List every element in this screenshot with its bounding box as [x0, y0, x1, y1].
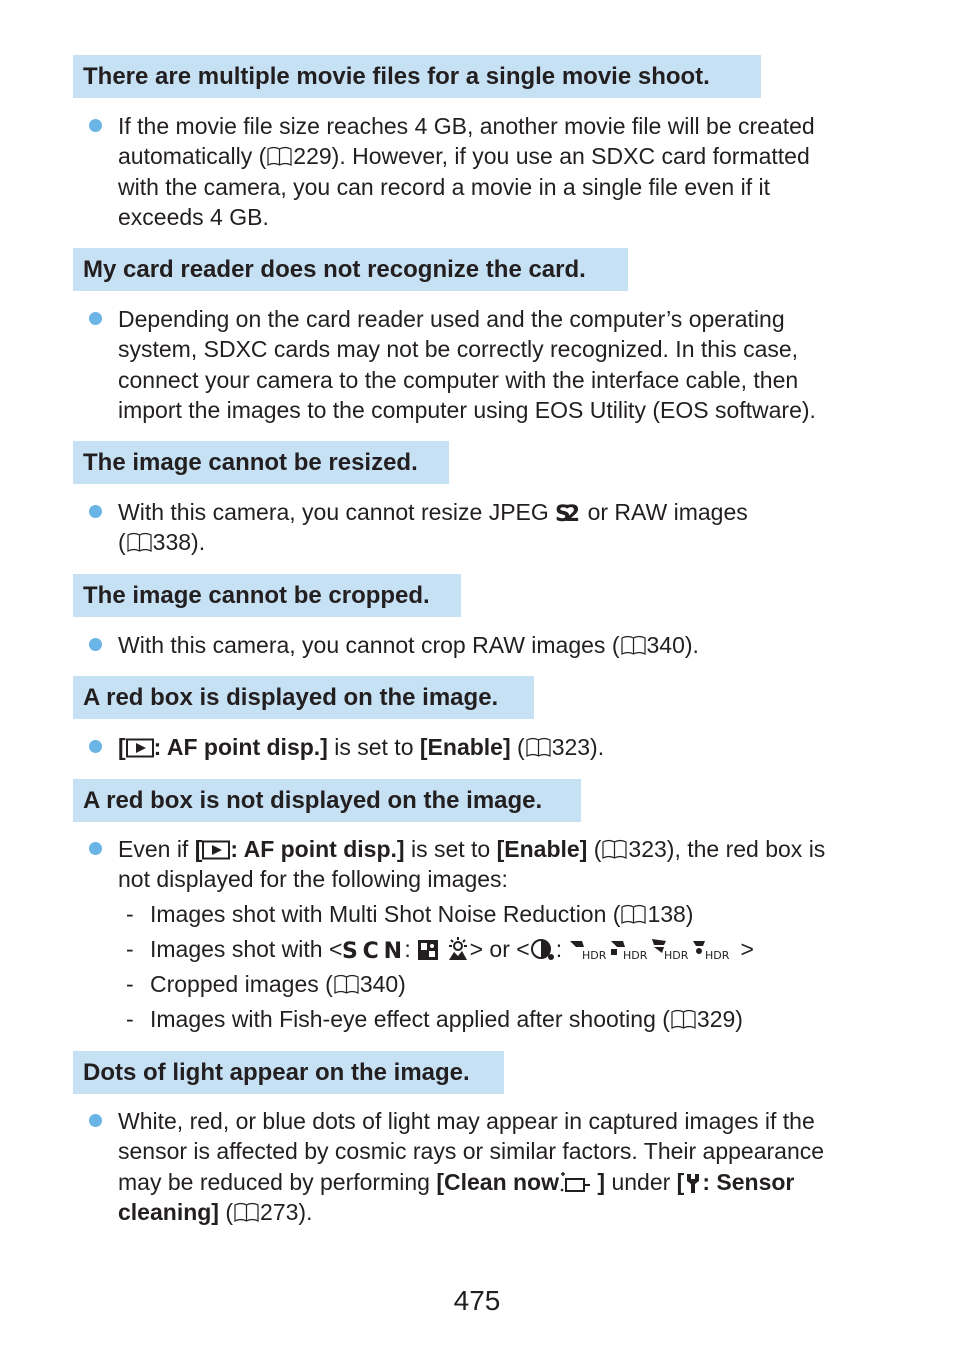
hdr-backlight-control-icon	[446, 937, 470, 961]
bullet-icon	[89, 119, 102, 132]
bullet-icon	[89, 842, 102, 855]
paragraph-card-reader: Depending on the card reader used and the computer’s operating system, SDXC cards may not be correctly recognized. In this case, connect your camera to the computer with the interface cable, then import the images to the computer using EOS Utility (EOS software).	[118, 306, 816, 424]
section-heading-multiple-files: There are multiple movie files for a single movie shoot.	[73, 55, 761, 98]
sub-item-cropped: - Cropped images ( 340)	[126, 971, 406, 997]
svg-text:HDR: HDR	[705, 949, 730, 961]
scn-mode-icon	[342, 937, 404, 961]
section-heading-dots-of-light: Dots of light appear on the image.	[73, 1051, 504, 1094]
paragraph-red-box-displayed: [ : AF point disp.] is set to [Enable] ( 323).	[118, 734, 605, 760]
bullet-icon	[89, 505, 102, 518]
svg-text:HDR: HDR	[664, 949, 689, 961]
paragraph-crop: With this camera, you cannot crop RAW images ( 340).	[118, 632, 699, 658]
playback-tab-icon	[126, 738, 154, 758]
book-reference-icon	[126, 532, 153, 553]
sub-item-fish-eye: - Images with Fish-eye effect applied after shooting ( 329)	[126, 1006, 743, 1032]
book-reference-icon	[670, 1009, 697, 1030]
book-reference-icon	[620, 635, 647, 656]
book-reference-icon	[233, 1202, 260, 1223]
handheld-night-scene-icon	[417, 939, 439, 961]
paragraph-red-box-not-displayed: Even if [ : AF point disp.] is set to [Enable] ( 323), the red box is not displayed for the following images:	[118, 836, 826, 893]
section-heading-red-box-not-displayed: A red box is not displayed on the image.	[73, 779, 581, 822]
svg-text:SCN: SCN	[342, 939, 403, 961]
s2-size-icon	[555, 500, 581, 524]
section-heading-resize: The image cannot be resized.	[73, 441, 449, 484]
svg-text:HDR: HDR	[582, 949, 607, 961]
bullet-icon	[89, 740, 102, 753]
paragraph-resize: With this camera, you cannot resize JPEG S2 or RAW images ( 338).	[118, 499, 748, 556]
section-heading-crop: The image cannot be cropped.	[73, 574, 461, 617]
setup-wrench-icon	[684, 1172, 702, 1194]
book-reference-icon	[620, 904, 647, 925]
sub-item-multi-shot-nr: - Images shot with Multi Shot Noise Reduction ( 138)	[126, 901, 694, 927]
paragraph-dots-of-light: White, red, or blue dots of light may appear in captured images if the sensor is affected by cosmic rays or similar factors. Their appearance may be reduced by performing [Clean now ] under [ : Sensor cleaning] ( 273).	[118, 1108, 825, 1226]
hdr-art-icons	[568, 937, 740, 961]
creative-filter-icon	[530, 937, 556, 961]
book-reference-icon	[601, 839, 628, 860]
paragraph-multiple-files: If the movie file size reaches 4 GB, another movie file will be created automatically ( 229). However, if you use an SDXC card formatted with the camera, you can record a movie in a single file even if it exceeds 4 GB.	[118, 113, 815, 231]
playback-tab-icon	[202, 840, 230, 860]
book-reference-icon	[333, 974, 360, 995]
sensor-clean-icon	[559, 1170, 591, 1194]
section-heading-card-reader: My card reader does not recognize the card.	[73, 248, 628, 291]
section-heading-red-box-displayed: A red box is displayed on the image.	[73, 676, 534, 719]
book-reference-icon	[525, 737, 552, 758]
bullet-icon	[89, 1114, 102, 1127]
bullet-icon	[89, 312, 102, 325]
svg-text:HDR: HDR	[623, 949, 648, 961]
page-number: 475	[453, 1285, 501, 1316]
book-reference-icon	[266, 146, 293, 167]
sub-item-scene-modes: - Images shot with < SCN : > or < : HDR HDR HDR HDR >	[126, 936, 754, 962]
svg-text:S2: S2	[555, 502, 581, 524]
bullet-icon	[89, 638, 102, 651]
